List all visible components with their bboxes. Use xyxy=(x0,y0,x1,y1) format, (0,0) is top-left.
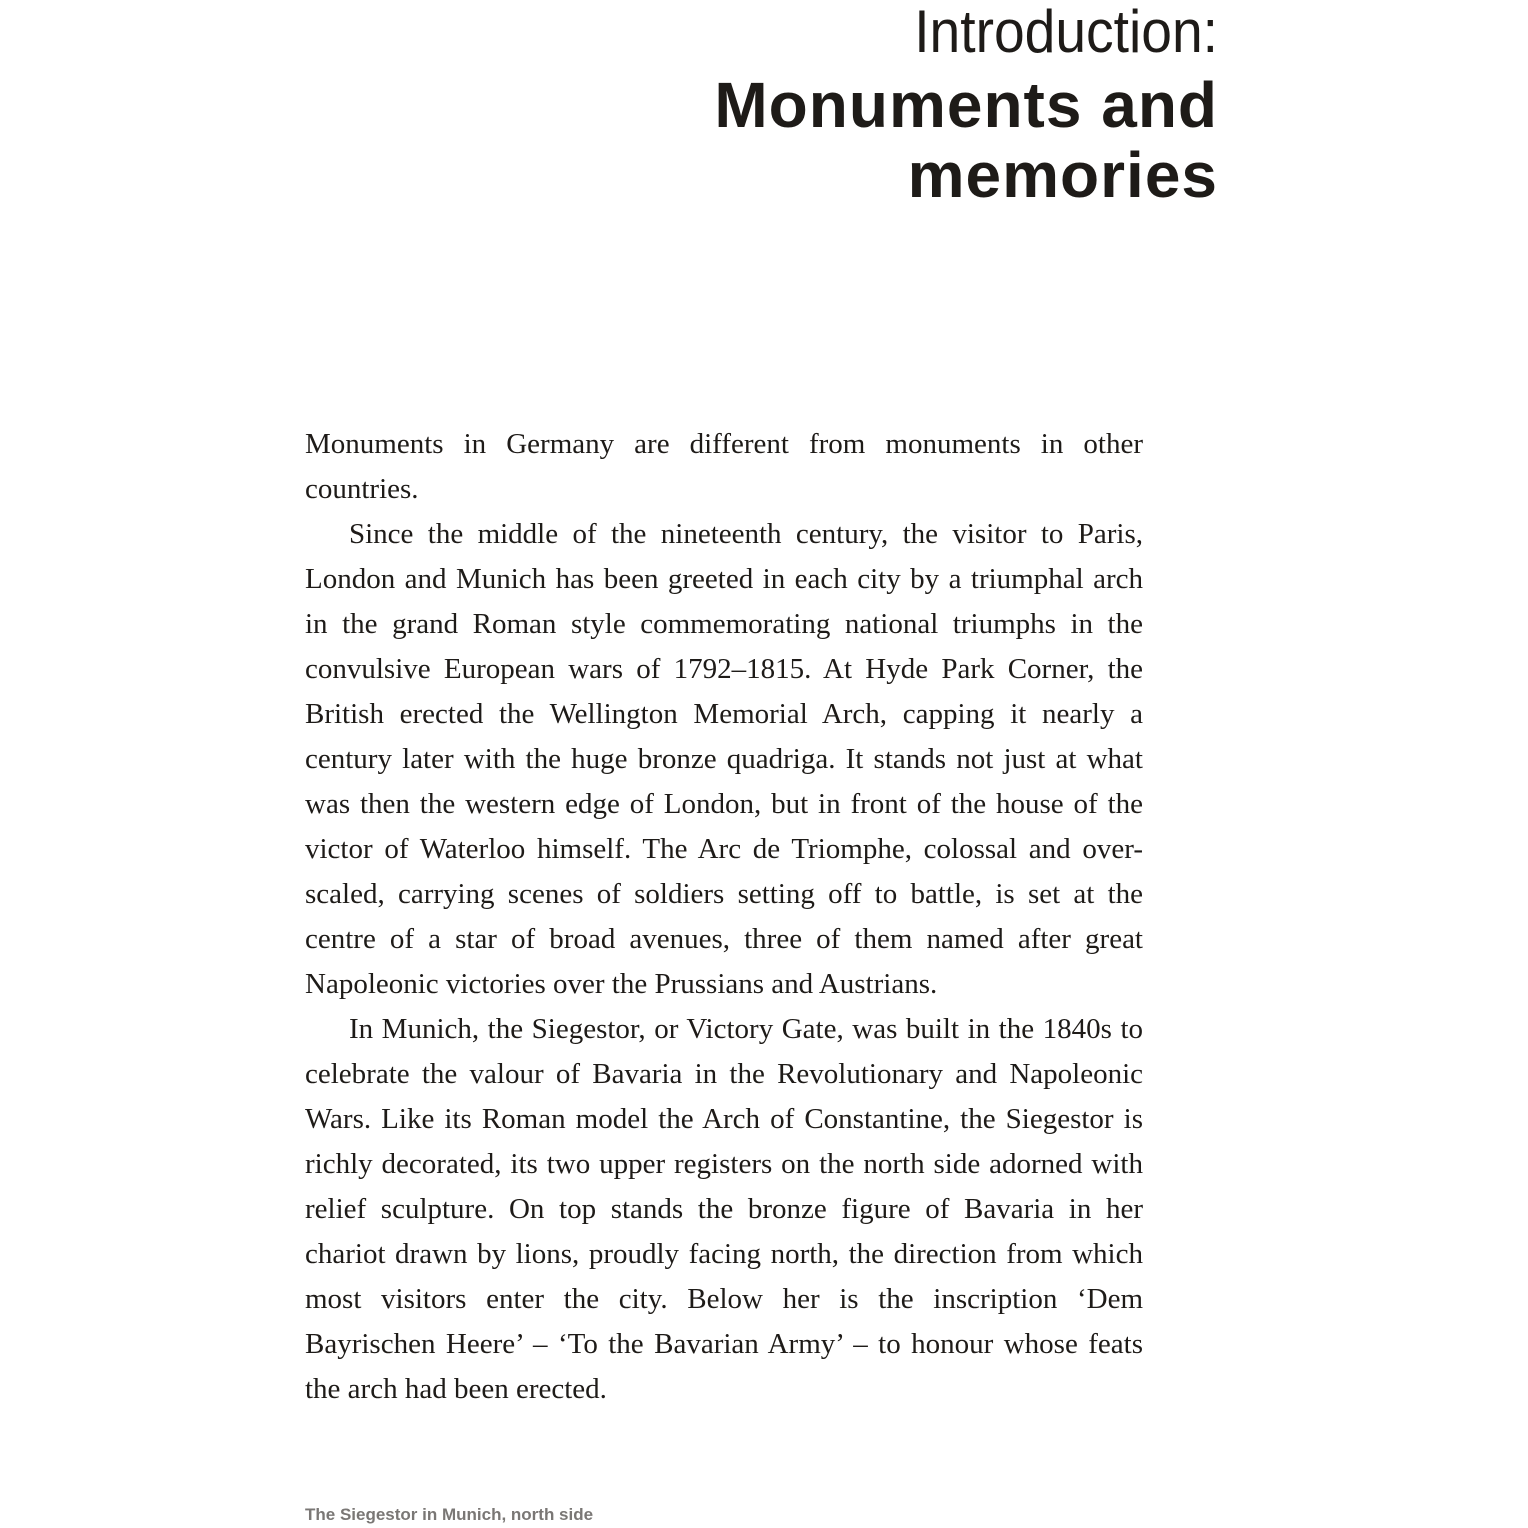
paragraph-1: Monuments in Germany are different from monuments in other countries. xyxy=(305,428,1143,505)
paragraph-3: In Munich, the Siegestor, or Victory Gate, was built in the 1840s to celebrate the valour of Bavaria in the Revolutionary and Napoleonic Wars. Like its Roman model the Arch of Constantine, the Siegestor is richly decorated, its two upper registers on the north side adorned with relief sculpture. On top stands the bronze figure of Bavaria in her chariot drawn by lions, proudly facing north, the direction from which most visitors enter the city. Below her is the inscription ‘Dem Bayrischen Heere’ – ‘To the Bavarian Army’ – to honour whose feats the arch had been erected. xyxy=(305,1013,1143,1405)
paragraph-2: Since the middle of the nineteenth century, the visitor to Paris, London and Munich has been greeted in each city by a triumphal arch in the grand Roman style commemorating national triumphs in the convulsive European wars of 1792–1815. At Hyde Park Corner, the British erected the Wellington Memorial Arch, capping it nearly a century later with the huge bronze quadriga. It stands not just at what was then the western edge of London, but in front of the house of the victor of Waterloo himself. The Arc de Triomphe, colossal and over-scaled, carrying scenes of soldiers setting off to battle, is set at the centre of a star of broad avenues, three of them named after great Napoleonic victories over the Prussians and Austrians. xyxy=(305,518,1143,1000)
chapter-title-line-1: Monuments and xyxy=(714,69,1218,141)
chapter-title-line-2: memories xyxy=(907,139,1218,211)
body-text xyxy=(305,422,1143,1412)
chapter-heading xyxy=(318,0,1218,210)
chapter-kicker: Introduction: xyxy=(914,0,1218,65)
chapter-title xyxy=(318,70,1218,210)
image-caption: The Siegestor in Munich, north side xyxy=(305,1505,594,1524)
